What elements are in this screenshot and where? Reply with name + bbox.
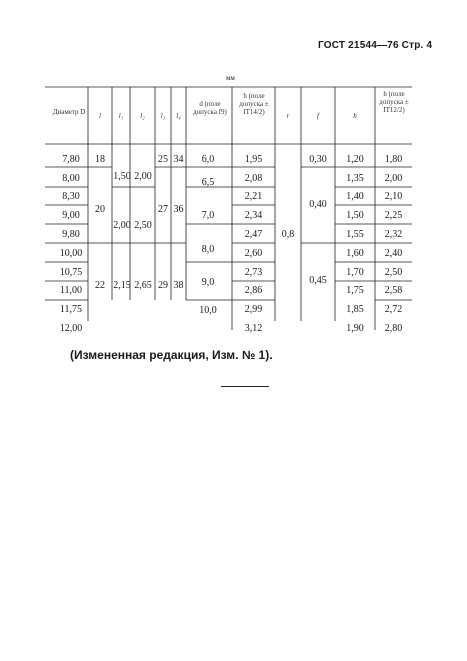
cell-h1-3: 2,21 [244,191,263,202]
header-r: r [286,112,290,120]
header-l3: l₃ [160,112,166,120]
cell-l1-3: 2,15 [113,280,131,291]
cell-h2-8: 2,58 [384,285,403,296]
cell-l1-2: 2,00 [113,220,131,231]
cell-b-2: 1,35 [346,173,364,184]
cell-h1-6: 2,60 [244,248,263,259]
cell-b-3: 1,40 [346,191,364,202]
cell-h2-7: 2,50 [384,267,403,278]
cell-h1-7: 2,73 [244,267,263,278]
cell-l2-1: 2,00 [134,171,152,182]
cell-l4-1: 34 [173,154,184,165]
cell-l2-2: 2,50 [134,220,152,231]
cell-h2-10: 2,80 [384,323,403,334]
header-l4: l₄ [176,112,181,120]
cell-b-4: 1,50 [346,210,364,221]
header-h-it12: h (поле допуска ± IT12/2) [379,90,409,114]
header-h-it14: h (поле допуска ± IT14/2) [239,92,269,116]
cell-h1-4: 2,34 [244,210,263,221]
cell-h1-8: 2,86 [244,285,263,296]
cell-d-7: 10,75 [59,267,83,278]
cell-l3-3: 29 [158,280,168,291]
cell-l3-2: 27 [158,204,168,215]
cell-h2-5: 2,32 [384,229,403,240]
header-l1: l₁ [118,112,124,120]
cell-b-5: 1,55 [346,229,364,240]
cell-f-1: 0,30 [309,154,327,165]
units-label: мм [226,74,235,82]
cell-h1-2: 2,08 [244,173,263,184]
cell-l-1: 18 [95,154,105,165]
cell-b-8: 1,75 [346,285,364,296]
cell-f-3: 0,45 [309,275,327,286]
cell-h1-1: 1,95 [244,154,263,165]
cell-d-1: 7,80 [62,154,80,165]
cell-l1-1: 1,50 [113,171,131,182]
header-l: l [99,112,101,120]
header-l2: l₂ [140,112,145,120]
cell-dd-5: 9,0 [201,277,215,288]
cell-b-9: 1,85 [346,304,364,315]
cell-d-5: 9,80 [62,229,80,240]
horizontal-rule [221,386,269,387]
cell-d-10: 12,00 [59,323,83,334]
cell-d-8: 11,00 [59,285,83,296]
cell-d-3: 8,30 [62,191,80,202]
cell-h2-3: 2,10 [384,191,403,202]
cell-b-1: 1,20 [346,154,364,165]
header-diameter: Диаметр D [52,108,86,116]
cell-d-4: 9,00 [62,210,80,221]
cell-f-2: 0,40 [309,199,327,210]
cell-r: 0,8 [281,229,295,240]
cell-h2-1: 1,80 [384,154,403,165]
cell-dd-1: 6,0 [201,154,215,165]
cell-d-9: 11,75 [59,304,83,315]
cell-l4-2: 36 [173,204,184,215]
cell-l2-3: 2,65 [134,280,152,291]
cell-h2-6: 2,40 [384,248,403,259]
header-d: d (поле допуска f9) [193,100,227,116]
cell-d-2: 8,00 [62,173,80,184]
cell-h2-4: 2,25 [384,210,403,221]
cell-l3-1: 25 [158,154,168,165]
cell-h2-2: 2,00 [384,173,403,184]
cell-h1-9: 2,99 [244,304,263,315]
cell-dd-6: 10,0 [199,305,217,316]
cell-h1-5: 2,47 [244,229,263,240]
cell-dd-4: 8,0 [201,244,215,255]
cell-l-2: 20 [95,204,105,215]
cell-b-7: 1,70 [346,267,364,278]
cell-d-6: 10,00 [59,248,83,259]
cell-l-3: 22 [95,280,105,291]
cell-b-10: 1,90 [346,323,364,334]
cell-dd-3: 7,0 [201,210,215,221]
page-header: ГОСТ 21544—76 Стр. 4 [318,40,433,51]
cell-h2-9: 2,72 [384,304,403,315]
header-f: f [317,112,319,120]
cell-h1-10: 3,12 [244,323,263,334]
header-b: b [353,112,357,120]
amendment-note: (Измененная редакция, Изм. № 1). [70,348,273,362]
cell-b-6: 1,60 [346,248,364,259]
cell-l4-3: 38 [173,280,184,291]
cell-dd-2: 6,5 [201,177,215,188]
